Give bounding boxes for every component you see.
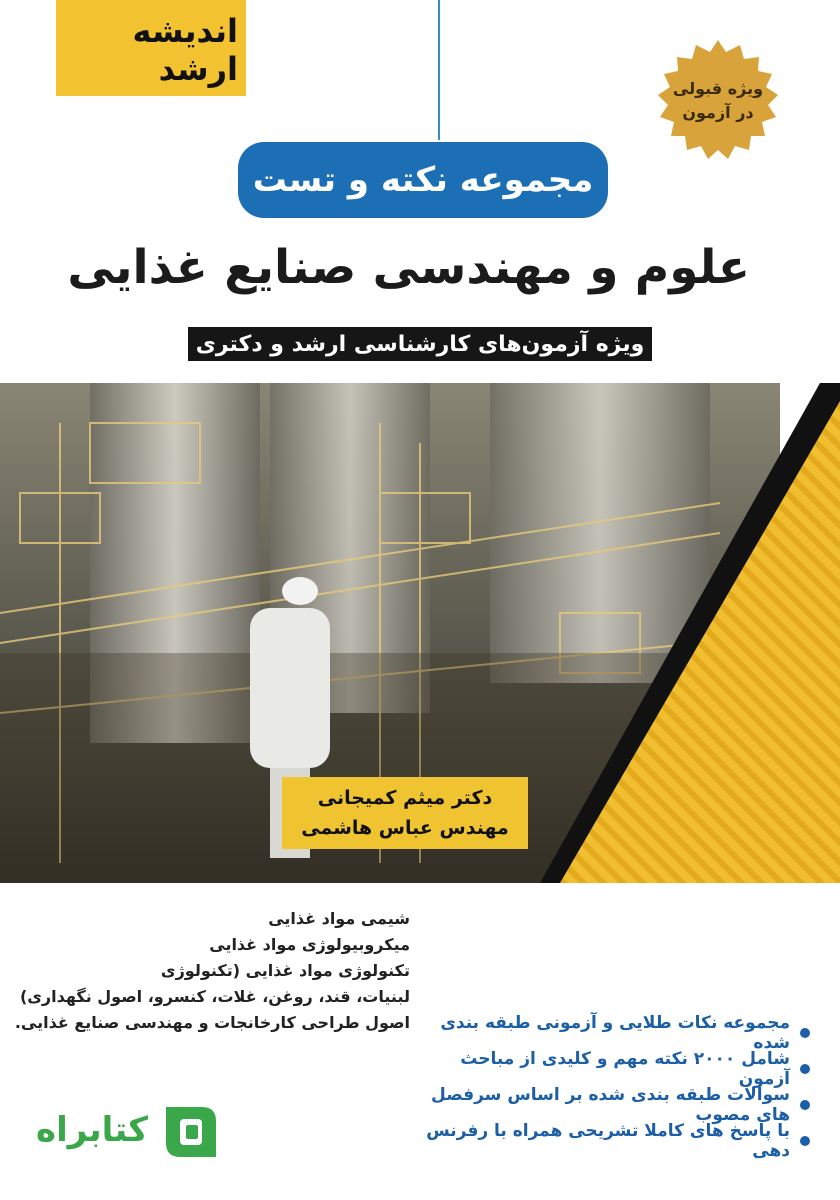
bullet-icon xyxy=(800,1028,810,1038)
publisher-logo xyxy=(56,0,246,96)
bullet-icon xyxy=(800,1064,810,1074)
features-list xyxy=(410,1015,810,1159)
series-label: مجموعه نکته و تست xyxy=(238,142,608,218)
feature-text: با پاسخ های کاملا تشریحی همراه با رفرنس دهی xyxy=(426,1121,790,1161)
topic-item: اصول طراحی کارخانجات و مهندسی صنایع غذایی. xyxy=(14,1013,410,1032)
topic-item: شیمی مواد غذایی xyxy=(268,909,410,928)
badge-line-2: در آزمون xyxy=(682,103,754,122)
badge-line-1: ویژه قبولی xyxy=(672,79,764,98)
author-1: دکتر میثم کمیجانی xyxy=(317,787,493,809)
feature-item xyxy=(410,1051,810,1087)
author-2: مهندس عباس هاشمی xyxy=(301,817,509,839)
decorative-line xyxy=(438,0,440,140)
feature-item xyxy=(410,1015,810,1051)
topic-item: تکنولوژی مواد غذایی (تکنولوژی xyxy=(160,961,410,980)
bullet-icon xyxy=(800,1100,810,1110)
book-subtitle: ویژه آزمون‌های کارشناسی ارشد و دکتری xyxy=(188,327,652,361)
topics-list xyxy=(14,906,410,1036)
exam-badge xyxy=(648,38,788,164)
book-leaf-icon xyxy=(158,1099,220,1161)
topic-item: میکروبیولوژی مواد غذایی xyxy=(209,935,410,954)
authors-box xyxy=(282,777,528,849)
topic-item: لبنیات، قند، روغن، غلات، کنسرو، اصول نگهداری) xyxy=(19,987,410,1006)
bullet-icon xyxy=(800,1136,810,1146)
publisher-logo-text: اندیشه ارشد xyxy=(132,12,238,88)
feature-item xyxy=(410,1123,810,1159)
feature-text: سوالات طبقه بندی شده بر اساس سرفصل های مصوب xyxy=(431,1085,790,1125)
book-title: علوم و مهندسی صنایع غذایی xyxy=(67,240,750,295)
store-logo xyxy=(36,1098,220,1162)
store-name: کتابراه xyxy=(36,1110,149,1150)
feature-item xyxy=(410,1087,810,1123)
feature-text: مجموعه نکات طلایی و آزمونی طبقه بندی شده xyxy=(440,1013,790,1053)
feature-text: شامل ۲۰۰۰ نکته مهم و کلیدی از مباحث آزمون xyxy=(460,1049,790,1089)
